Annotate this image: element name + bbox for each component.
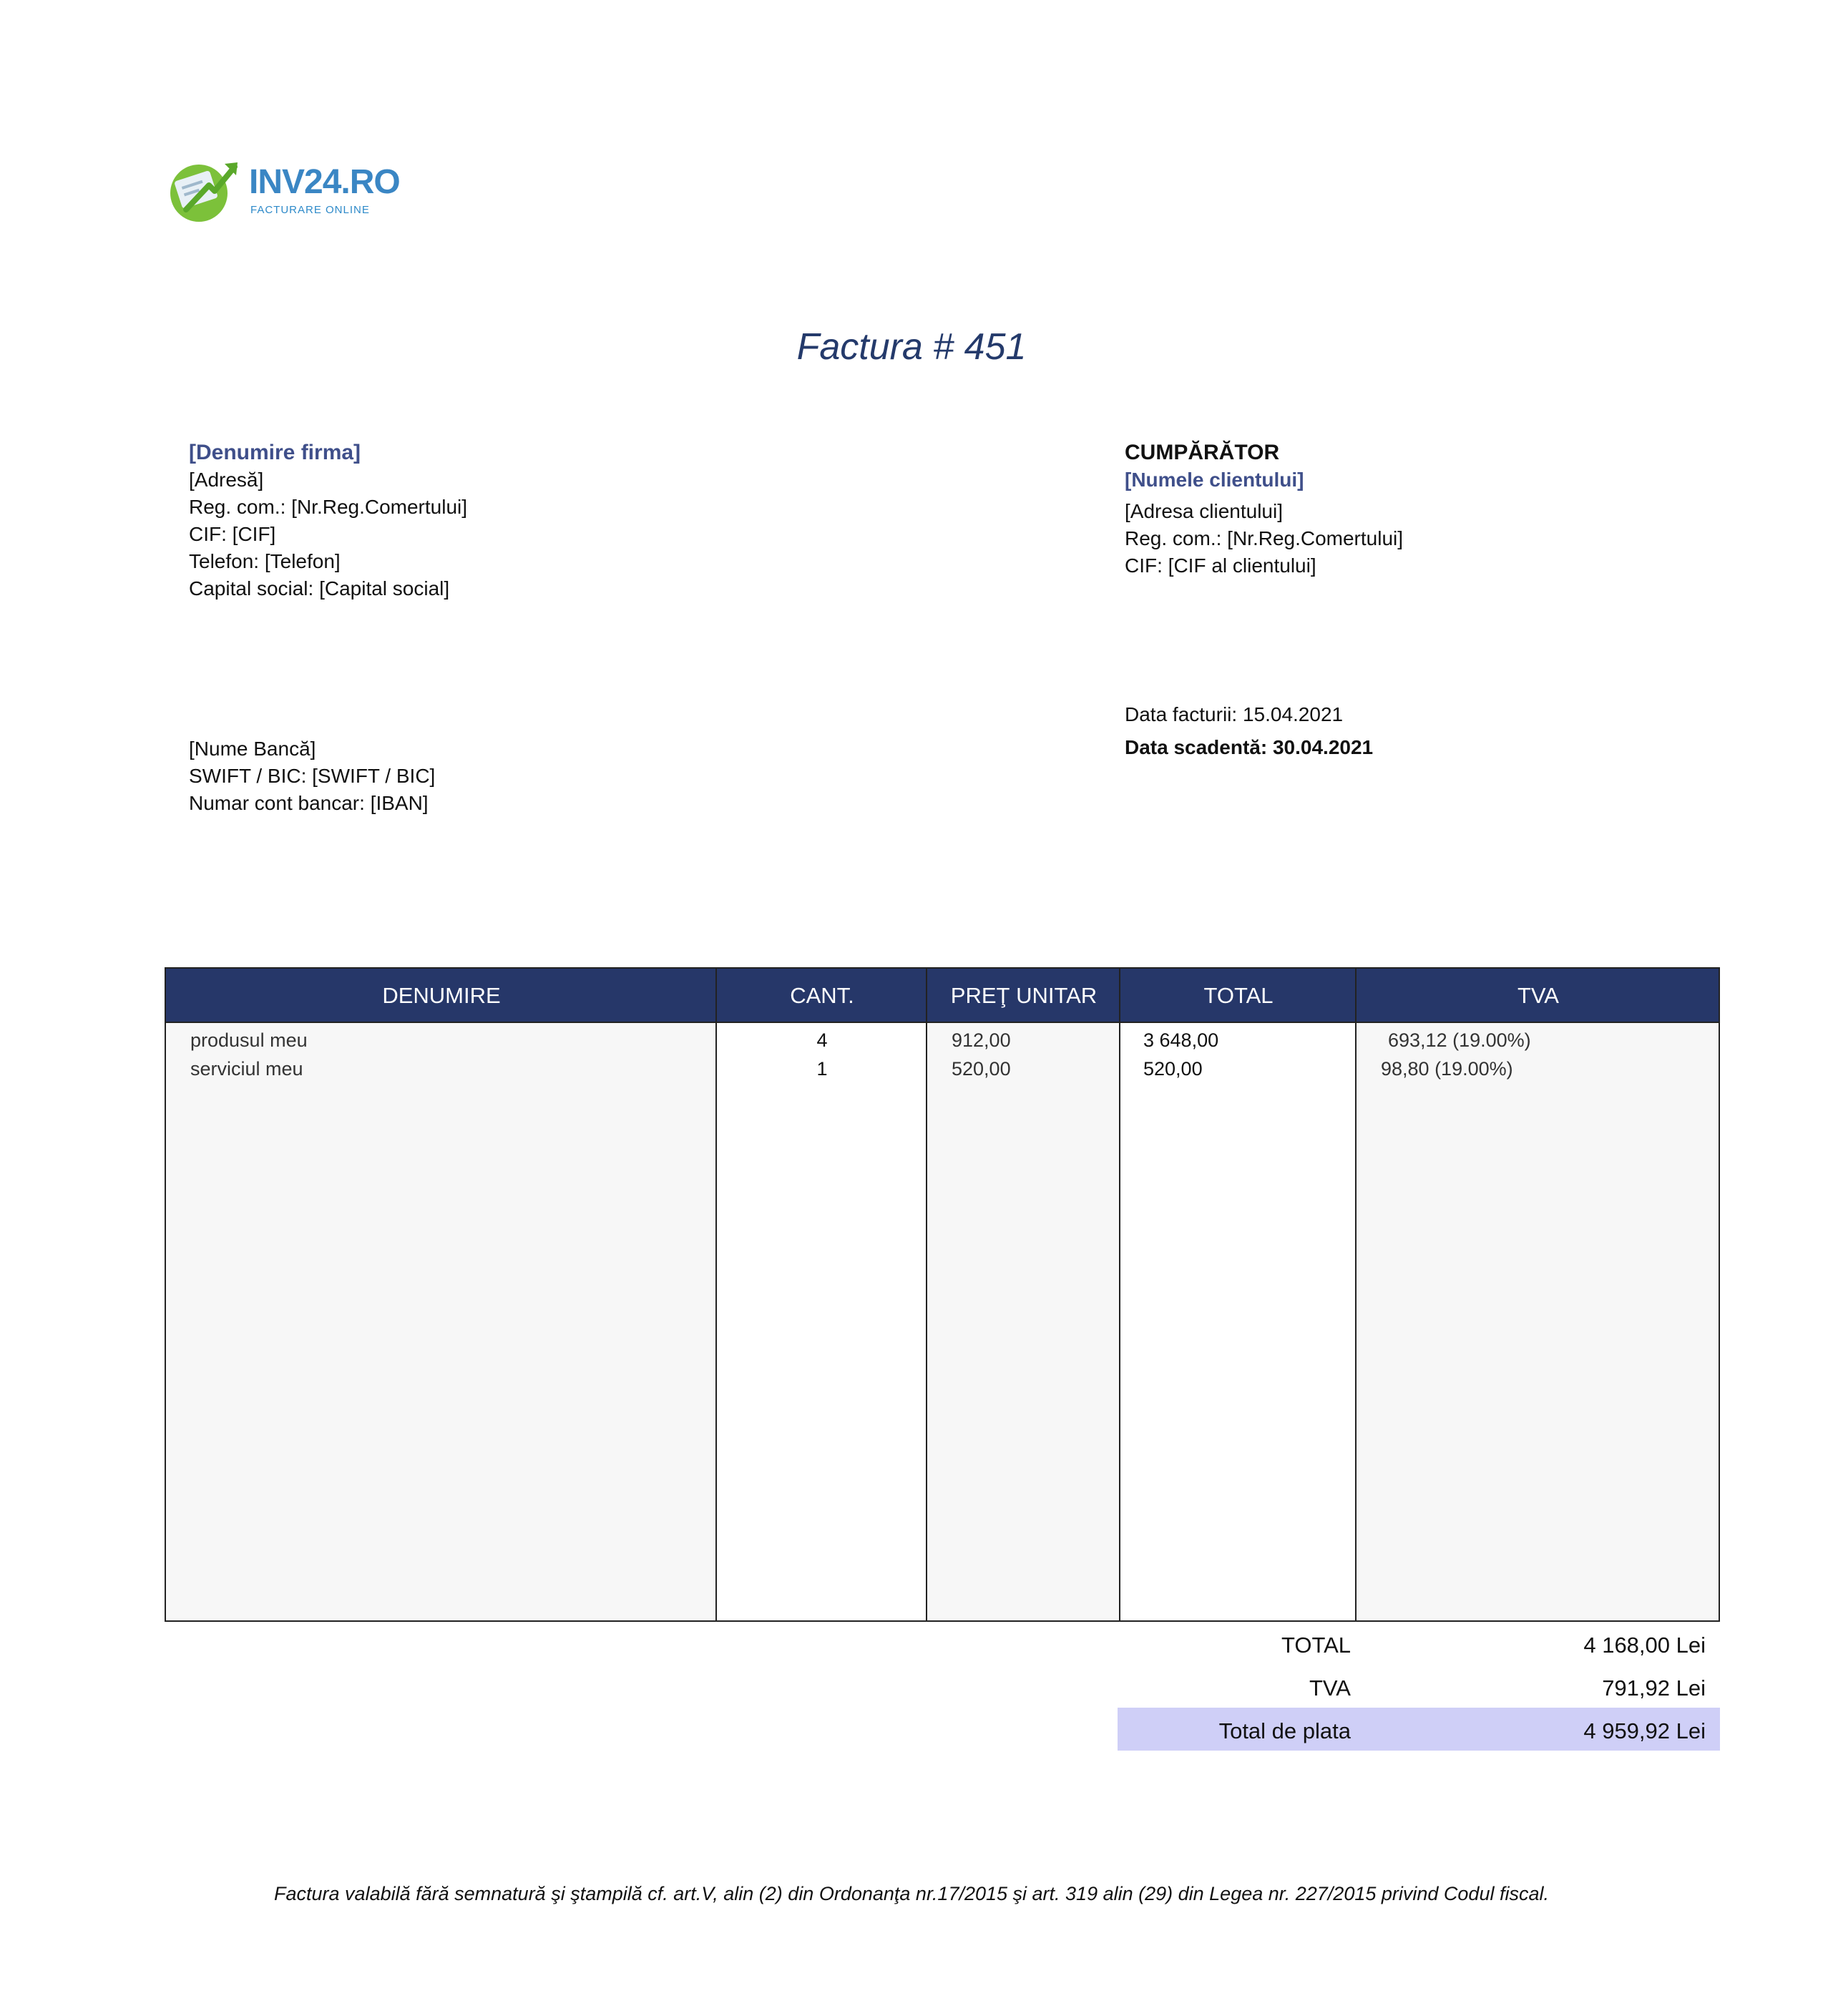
grand-total-value: 4 959,92 Lei bbox=[1583, 1718, 1706, 1743]
qty-column-bg bbox=[717, 1023, 927, 1620]
vat-value: 791,92 Lei bbox=[1602, 1675, 1706, 1701]
logo-icon bbox=[165, 154, 243, 225]
buyer-cif: CIF: [CIF al clientului] bbox=[1125, 554, 1316, 577]
seller-capital: Capital social: [Capital social] bbox=[189, 577, 450, 600]
total-value: 4 168,00 Lei bbox=[1583, 1633, 1706, 1658]
row2-unit-price: 520,00 bbox=[952, 1058, 1011, 1080]
row2-name: serviciul meu bbox=[190, 1058, 303, 1080]
bank-block bbox=[189, 735, 435, 817]
header-pret-unitar: PREŢ UNITAR bbox=[950, 983, 1098, 1008]
row2-qty: 1 bbox=[816, 1058, 828, 1080]
buyer-block bbox=[1125, 439, 1403, 579]
bank-name: [Nume Bancă] bbox=[189, 738, 316, 760]
items-table bbox=[165, 967, 1720, 1622]
grand-total-label: Total de plata bbox=[1218, 1718, 1351, 1743]
seller-cif: CIF: [CIF] bbox=[189, 523, 276, 545]
due-date: Data scadentă: 30.04.2021 bbox=[1125, 736, 1374, 758]
row1-qty: 4 bbox=[816, 1029, 828, 1051]
seller-address: [Adresă] bbox=[189, 469, 264, 491]
seller-name: [Denumire firma] bbox=[189, 441, 361, 464]
buyer-name: [Numele clientului] bbox=[1125, 469, 1304, 491]
total-column-bg bbox=[1120, 1023, 1357, 1620]
column-divider bbox=[1119, 969, 1120, 1620]
seller-block bbox=[189, 439, 467, 602]
dates-block bbox=[1125, 701, 1373, 761]
header-cant: CANT. bbox=[790, 983, 854, 1008]
vat-label: TVA bbox=[1309, 1675, 1351, 1701]
header-tva: TVA bbox=[1517, 983, 1559, 1008]
header-total: TOTAL bbox=[1203, 983, 1274, 1008]
buyer-reg: Reg. com.: [Nr.Reg.Comertului] bbox=[1125, 527, 1404, 549]
seller-phone: Telefon: [Telefon] bbox=[189, 550, 341, 572]
bank-iban: Numar cont bancar: [IBAN] bbox=[189, 792, 429, 814]
company-logo bbox=[165, 154, 400, 225]
logo-brand-text: INV24.RO bbox=[249, 163, 400, 201]
seller-reg: Reg. com.: [Nr.Reg.Comertului] bbox=[189, 496, 468, 518]
row1-name: produsul meu bbox=[190, 1029, 308, 1051]
invoice-title: Factura # 451 bbox=[796, 326, 1027, 368]
buyer-address: [Adresa clientului] bbox=[1125, 500, 1284, 522]
row1-total: 3 648,00 bbox=[1143, 1029, 1219, 1051]
row1-unit-price: 912,00 bbox=[952, 1029, 1011, 1051]
legal-footnote: Factura valabilă fără semnatură şi ştampilă cf. art.V, alin (2) din Ordonanţa nr.17/2015 şi art. 319 alin (29) din Legea nr. 227/2015 privind Codul fiscal. bbox=[274, 1883, 1549, 1904]
bank-swift: SWIFT / BIC: [SWIFT / BIC] bbox=[189, 765, 436, 787]
row1-vat: 693,12 (19.00%) bbox=[1388, 1029, 1531, 1051]
row2-total: 520,00 bbox=[1143, 1058, 1203, 1080]
header-denumire: DENUMIRE bbox=[382, 983, 501, 1008]
total-label: TOTAL bbox=[1281, 1633, 1351, 1658]
column-divider bbox=[1355, 969, 1357, 1620]
row2-vat: 98,80 (19.00%) bbox=[1381, 1058, 1513, 1080]
invoice-date: Data facturii: 15.04.2021 bbox=[1125, 703, 1344, 725]
table-header bbox=[166, 969, 1719, 1023]
logo-tagline: FACTURARE ONLINE bbox=[250, 204, 370, 216]
buyer-heading: CUMPĂRĂTOR bbox=[1125, 441, 1280, 464]
